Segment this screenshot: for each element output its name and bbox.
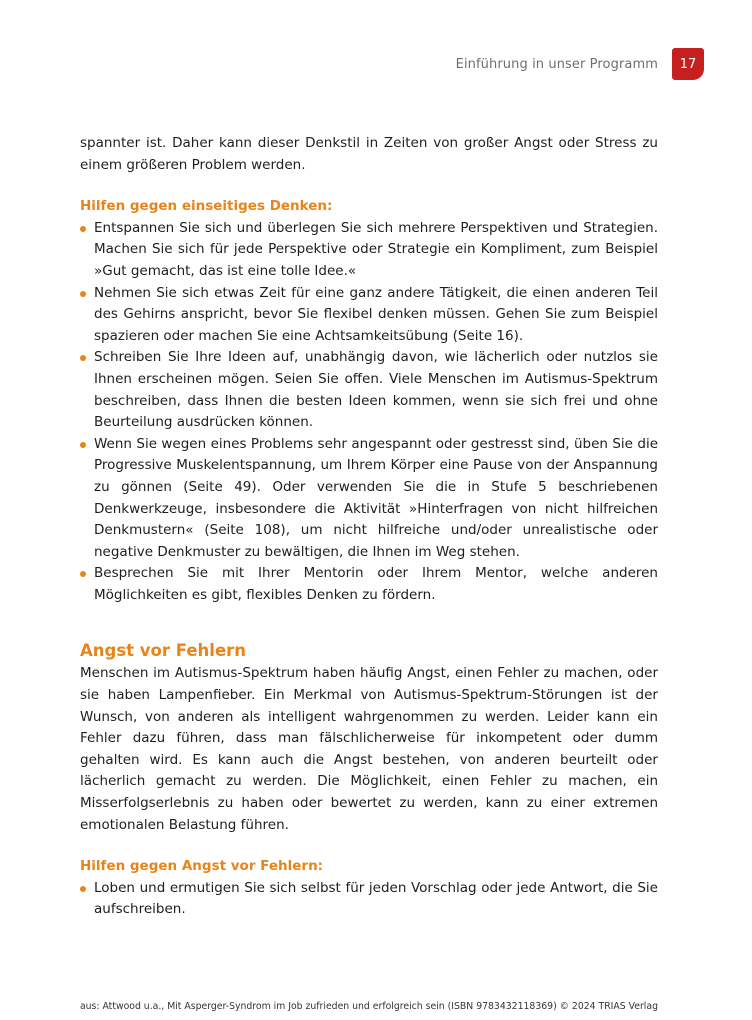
list-item: Entspannen Sie sich und überlegen Sie sich mehrere Perspektiven und Strategien. Machen Sie sich für jede Perspektive oder Strategie ein Kompliment, zum Beispiel »Gut gemacht, das ist eine tolle Idee.« (80, 218, 658, 283)
section2-bullet-list (80, 878, 658, 921)
footer-citation: aus: Attwood u.a., Mit Asperger-Syndrom im Job zufrieden und erfolgreich sein (ISBN 9783432118369) © 2024 TRIAS Verlag (79, 1001, 658, 1012)
list-item: Wenn Sie wegen eines Problems sehr angespannt oder gestresst sind, üben Sie die Progressive Muskelentspannung, um Ihrem Körper eine Pause von der Anspannung zu gönnen (Seite 49). Oder verwenden Sie die in Stufe 5 beschriebenen Denkwerkzeuge, insbesondere die Aktivität »Hinterfragen von nicht hilfreichen Denkmustern« (Seite 108), um nicht hilfreiche und/oder unrealistische oder negative Denkmuster zu bewältigen, die Ihnen im Weg stehen. (80, 434, 658, 564)
intro-paragraph: spannter ist. Daher kann dieser Denkstil in Zeiten von großer Angst oder Stress zu einem größeren Problem werden. (80, 135, 658, 173)
bullet-icon (80, 355, 86, 361)
section2-paragraph: Menschen im Autismus-Spektrum haben häufig Angst, einen Fehler zu machen, oder sie haben Lampenfieber. Ein Merkmal von Autismus-Spektrum-Störungen ist der Wunsch, von anderen als intelligent wahrgenommen zu werden. Leider kann ein Fehler dazu führen, dass man fälschlicherweise für inkompetent oder dumm gehalten wird. Es kann auch die Angst bestehen, von anderen beurteilt oder lächerlich gemacht zu werden. Die Möglichkeit, einen Fehler zu machen, ein Misserfolgserlebnis zu haben oder bewertet zu werden, kann zu einer extremen emotionalen Belastung führen. (80, 665, 658, 833)
bullet-icon (80, 291, 86, 297)
page-number-badge: 17 (672, 48, 704, 80)
page-header (456, 48, 704, 80)
section1-bullet-list (80, 218, 658, 607)
bullet-icon (80, 226, 86, 232)
bullet-icon (80, 571, 86, 577)
page-content (80, 133, 658, 921)
list-item: Nehmen Sie sich etwas Zeit für eine ganz andere Tätigkeit, die einen anderen Teil des Gehirns anspricht, bevor Sie flexibel denken müssen. Gehen Sie zum Beispiel spazieren oder machen Sie eine Achtsamkeitsübung (Seite 16). (80, 283, 658, 348)
list-item: Loben und ermutigen Sie sich selbst für jeden Vorschlag oder jede Antwort, die Sie aufschreiben. (80, 878, 658, 921)
section2-heading: Angst vor Fehlern (80, 641, 247, 661)
list-item: Schreiben Sie Ihre Ideen auf, unabhängig davon, wie lächerlich oder nutzlos sie Ihnen erscheinen mögen. Seien Sie offen. Viele Menschen im Autismus-Spektrum beschreiben, dass Ihnen die besten Ideen kommen, wenn sie sich frei und ohne Beurteilung ausdrücken können. (80, 347, 658, 433)
bullet-icon (80, 886, 86, 892)
running-title: Einführung in unser Programm (455, 56, 658, 72)
bullet-icon (80, 442, 86, 448)
section1-subheading: Hilfen gegen einseitiges Denken: (80, 198, 333, 215)
section2-subheading: Hilfen gegen Angst vor Fehlern: (80, 858, 324, 875)
list-item: Besprechen Sie mit Ihrer Mentorin oder Ihrem Mentor, welche anderen Möglichkeiten es gibt, flexibles Denken zu fördern. (80, 563, 658, 606)
